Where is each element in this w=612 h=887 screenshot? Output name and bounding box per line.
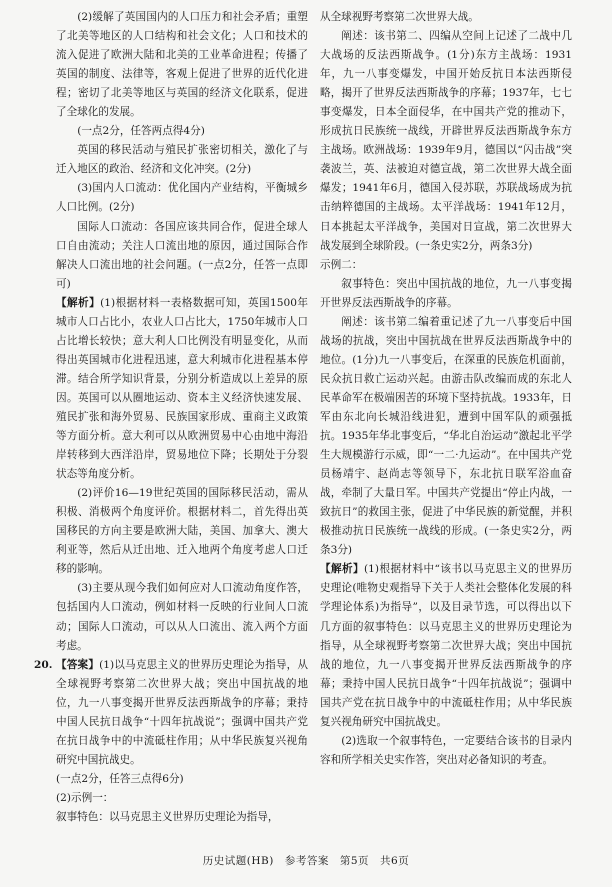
analysis-paragraph: [320, 560, 572, 731]
paragraph: 阐述：该书第二编着重记述了九一八事变后中国战场的抗战，突出中国抗战在世界反法西斯战争中的地位。(1分)九一八事变后，在深重的民族危机面前，民众抗日救亡运动兴起。由游击队改编而成的东北人民革命军在极端困苦的环境下坚持抗战。1933年，日军由东北向长城沿线进犯，遭到中国军队的顽强抵抗。1935年华北事变后，“华北自治运动”激起北平学生大规模游行示威，即“一二·九运动”。在中国共产党员杨靖宇、赵尚志等领导下，东北抗日联军浴血奋战，牵制了大量日军。中国共产党提出“停止内战，一致抗日”的救国主张，促进了中华民族的新觉醒，并积极推动抗日民族统一战线的形成。(一条史实2分，两条3分): [320, 315, 572, 557]
answer-text: (1)以马克思主义的世界历史理论为指导，从全球视野考察第二次世界大战；突出中国抗战的地位，九一八事变揭开世界反法西斯战争的序幕；秉持中国人民抗日战争“十四年抗战说”；强调中国共产党在抗日战争中的中流砥柱作用；从中华民族复兴视角研究中国抗战史。: [56, 658, 308, 766]
paragraph: 国际人口流动：各国应该共同合作，促进全球人口自由流动；关注人口流出地的原因，通过国际合作解决人口流出地的社会问题。(一点2分，任答一点即可): [56, 220, 308, 290]
question-20-answer: [34, 656, 308, 770]
paragraph: 叙事特色：以马克思主义世界历史理论为指导，: [56, 810, 279, 823]
analysis-tag: 【解析】: [56, 296, 101, 309]
paragraph: 英国的移民活动与殖民扩张密切相关，激化了与迁入地区的政治、经济和文化冲突。(2分): [56, 144, 308, 176]
paragraph: (2)示例一：: [56, 791, 114, 804]
analysis-text: (1)根据材料一表格数据可知，英国1500年城市人口占比小，农业人口占比大，1750年城市人口占比增长较快；意大利人口比例没有明显变化，从而得出英国城市化进程迅速，意大利城市化进程基本停滞。结合所学知识背景，分别分析造成以上差异的原因。英国可以从圈地运动、资本主义经济快速发展、殖民扩张和海外贸易、民族国家形成、重商主义政策等方面分析。意大利可以从欧洲贸易中心由地中海沿岸转移到大西洋沿岸，贸易地位下降；长期处于分裂状态等角度分析。: [56, 296, 308, 481]
paragraph: (2)评价16—19世纪英国的国际移民活动，需从积极、消极两个角度评价。根据材料二，首先得出英国移民的方向主要是欧洲大陆，美国、加拿大、澳大利亚等，然后从迁出地、迁入地两个角度考虑人口迁移的影响。: [56, 487, 308, 576]
score-note: (一点2分，任答三点得6分): [56, 772, 184, 785]
analysis-paragraph: [56, 294, 308, 484]
paragraph: (3)国内人口流动：优化国内产业结构，平衡城乡人口比例。(2分): [56, 182, 308, 214]
answer-tag: 【答案】: [56, 658, 100, 671]
right-column: [320, 8, 572, 770]
analysis-tag: 【解析】: [320, 563, 365, 576]
page-footer: 历史试题(HB) 参考答案 第5页 共6页: [202, 855, 410, 867]
score-note: (一点2分，任答两点得4分): [77, 125, 205, 138]
left-column: [34, 8, 308, 827]
paragraph: 从全球视野考察第二次世界大战。: [320, 11, 479, 23]
paragraph: (3)主要从现今我们如何应对人口流动角度作答，包括国内人口流动，例如材料一反映的行业间人口流动；国际人口流动，可以从人口流出、流入两个方面考虑。: [56, 582, 308, 652]
paragraph: (2)选取一个叙事特色，一定要结合该书的目录内容和所学相关史实作答，突出对必备知识的考查。: [320, 734, 572, 766]
paragraph: 阐述：该书第二、四编从空间上记述了二战中几大战场的反法西斯战争。(1分)东方主战场：1931年，九一八事变爆发，中国开始反抗日本法西斯侵略，揭开了世界反法西斯战争的序幕；1937年，七七事变爆发，日本全面侵华，在中国共产党的推动下，形成抗日民族统一战线，开辟世界反法西斯战争东方主战场。欧洲战场：1939年9月，德国以“闪击战”突袭波兰，英、法被迫对德宣战，第二次世界大战全面爆发；1941年6月，德国入侵苏联，苏联战场成为抗击纳粹德国的主战场。太平洋战场：1941年12月，日本挑起太平洋战争，美国对日宣战，第二次世界大战发展到全球阶段。(一条史实2分，两条3分): [320, 30, 572, 252]
paragraph: 叙事特色：突出中国抗战的地位，九一八事变揭开世界反法西斯战争的序幕。: [320, 277, 572, 309]
paragraph: 示例二：: [320, 258, 363, 271]
paragraph: (2)缓解了英国国内的人口压力和社会矛盾；重塑了北美等地区的人口结构和社会文化；人口和技术的流入促进了欧洲大陆和北美的工业革命进程；传播了英国的制度、法律等，客观上促进了世界的近代化进程；密切了北美等地区与英国的经济文化联系，促进了全球化的发展。: [56, 11, 308, 119]
analysis-text: (1)根据材料中“该书以马克思主义的世界历史理论(唯物史观指导下关于人类社会整体化发展的科学理论体系)为指导”，以及目录节选，可以得出以下几方面的叙事特色：以马克思主义的世界历史理论为指导，从全球视野考察第二次世界大战；突出中国抗战的地位，九一八事变揭开世界反法西斯战争的序幕；秉持中国人民抗日战争“十四年抗战说”；强调中国共产党在抗日战争中的中流砥柱作用；从中华民族复兴视角研究中国抗战史。: [320, 563, 572, 728]
question-number: 20.: [34, 658, 53, 671]
